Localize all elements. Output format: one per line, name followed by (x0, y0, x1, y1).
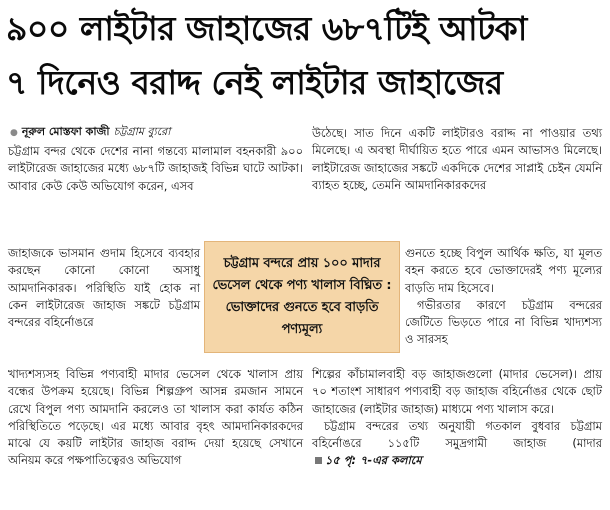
paragraph: গুনতে হচ্ছে বিপুল আর্থিক ক্ষতি, যা মূলত বহন করতে হবে ভোক্তাদেরই পণ্য মূল্যের বাড়তি দাম হিসেবে। (405, 246, 602, 295)
jump-text: ১৫ পৃ: ৭-এর কলামে (325, 453, 422, 468)
byline-name: নূরুল মোস্তফা কাজী (21, 125, 110, 138)
headline-line-2: ৭ দিনেও বরাদ্দ নেই লাইটার জাহাজের (6, 63, 503, 102)
right-column-top (312, 125, 602, 194)
right-column-middle (405, 245, 602, 349)
headline (6, 2, 604, 110)
paragraph: জাহাজকে ভাসমান গুদাম হিসেবে ব্যবহার করছেন কোনো কোনো অসাধু আমদানিকারক। পরিস্থিতি যাই হোক না কেন লাইটারেজ জাহাজ সঙ্কটে চট্টগ্রাম বন্দরের বহির্নোঙরে (8, 246, 200, 330)
continued-jump (312, 453, 422, 467)
byline (10, 124, 310, 141)
byline-bullet-icon: ● (10, 128, 18, 138)
pull-quote-text: চট্টগ্রাম বন্দরে প্রায় ১০০ মাদার ভেসেল থেকে পণ্য খালাস বিঘ্নিত : ভোক্তাদের গুনতে হবে বাড়তি পণ্যমূল্য (212, 256, 392, 337)
byline-place: চট্টগ্রাম ব্যুরো (113, 125, 171, 138)
left-column-middle (8, 245, 200, 331)
paragraph: গভীরতার কারণে চট্টগ্রাম বন্দরের জেটিতে ভিড়তে পারে না বিভিন্ন খাদ্যশস্য ও সারসহ (405, 297, 602, 347)
paragraph: উঠেছে। সাত দিনে একটি লাইটারও বরাদ্দ না পাওয়ার তথ্য মিলেছে। এ অবস্থা দীর্ঘায়িত হতে পারে এমন আভাসও মিলেছে। লাইটারেজ জাহাজের সঙ্কটে একদিকে দেশের সাপ্লাই চেইন যেমনি ব্যাহত হচ্ছে, তেমনি আমদানিকারকদের (312, 126, 602, 192)
headline-line-1: ৯০০ লাইটার জাহাজের ৬৮৭টিই আটকা (6, 9, 527, 48)
square-icon (315, 457, 322, 464)
paragraph: খাদ্যশস্যসহ বিভিন্ন পণ্যবাহী মাদার ভেসেল থেকে খালাস প্রায় বন্ধের উপক্রম হয়েছে। বিভিন্ন শিল্পগ্রুপ আসন্ন রমজান সামনে রেখে বিপুল পণ্য আমদানি করলেও তা খালাস করা কার্যত কঠিন পরিস্থিতিতে পড়েছে। এর মধ্যে আবার বৃহৎ আমদানিকারকদের মাঝে যে কয়টি লাইটার জাহাজ বরাদ্দ দেয়া হয়েছে সেখানে অনিয়ম করে পক্ষপাতিত্বেরও অভিযোগ (8, 367, 303, 468)
left-column-bottom (8, 366, 303, 470)
pull-quote (204, 241, 400, 353)
paragraph-text: চট্টগ্রাম বন্দরের তথ্য অনুযায়ী গতকাল বুধবার চট্টগ্রাম বহির্নোঙরে ১১৫টি সমুদ্রগামী জাহাজ (মাদার (312, 418, 602, 451)
paragraph: শিল্পের কাঁচামালবাহী বড় জাহাজগুলো (মাদার ভেসেল)। প্রায় ৭০ শতাংশ সাধারণ পণ্যবাহী বড় জাহাজ বহির্নোঙর থেকে ছোট জাহাজের (লাইটার জাহাজ) মাধ্যমে পণ্য খালাস করে। (312, 367, 602, 416)
right-column-bottom (312, 366, 602, 470)
paragraph: চট্টগ্রাম বন্দর থেকে দেশের নানা গন্তব্যে মালামাল বহনকারী ৯০০ লাইটারেজ জাহাজের মধ্যে ৬৮৭টি জাহাজই বিভিন্ন ঘাটে আটকা। আবার কেউ কেউ অভিযোগ করেন, এসব (8, 144, 303, 193)
left-column-top (8, 143, 303, 195)
paragraph (312, 418, 602, 470)
